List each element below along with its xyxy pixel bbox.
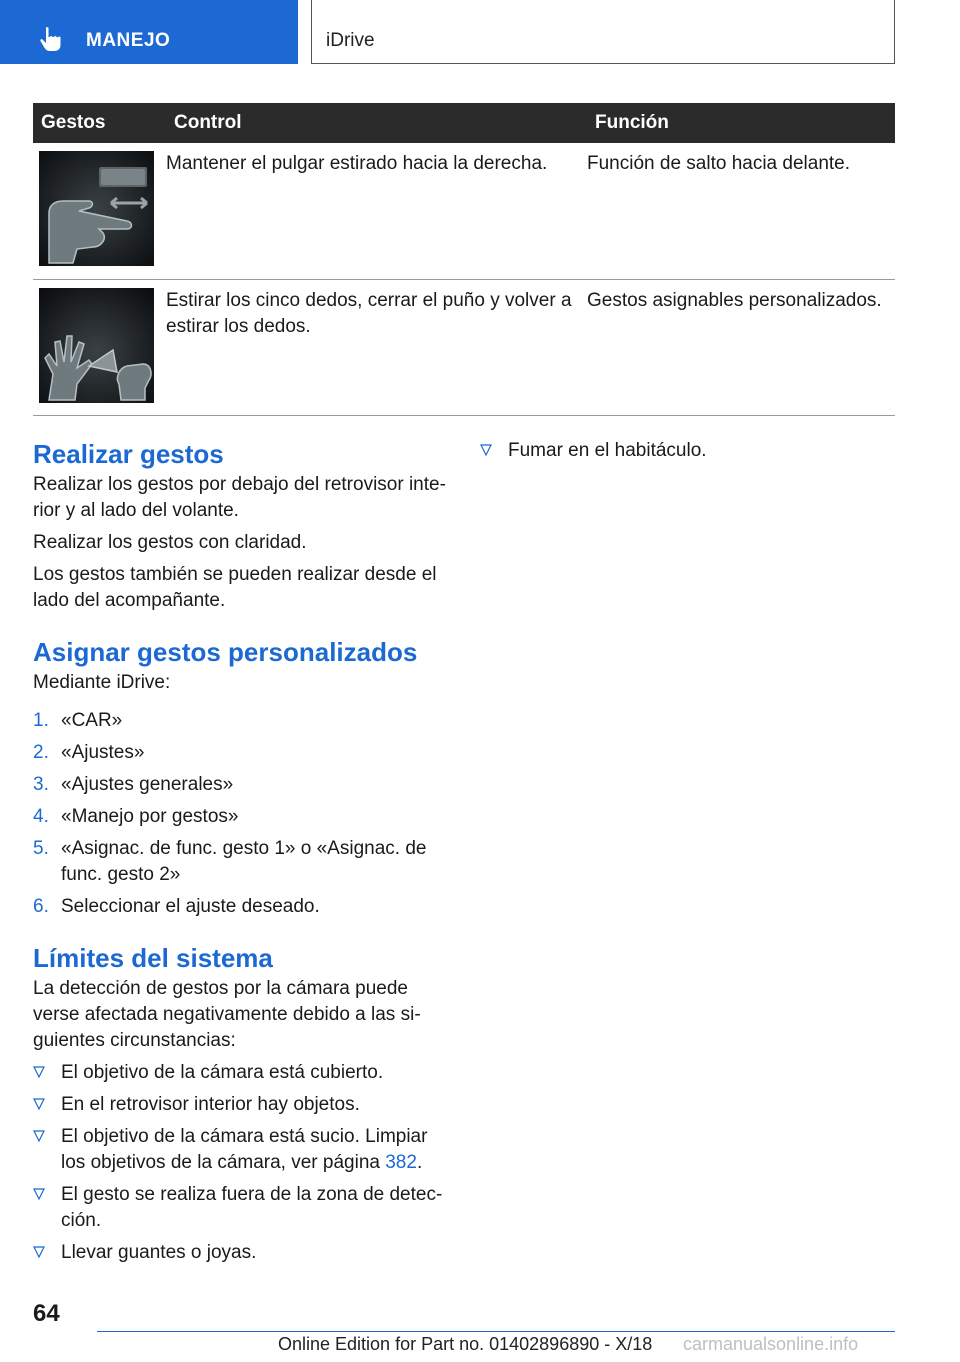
triangle-bullet-icon [480, 444, 492, 456]
table-header-row [33, 103, 895, 143]
section-tab[interactable] [0, 0, 298, 64]
bullet-text: Fumar en el habitáculo. [508, 440, 707, 461]
bullet-text: El gesto se realiza fuera de la zona de detección. [61, 1184, 443, 1231]
paragraph: La detección de gestos por la cámara puede verse afectada negativamente debido a las siguientes circunstancias: [33, 978, 421, 1051]
table-row [33, 143, 895, 279]
list-item [33, 836, 448, 888]
paragraph: Realizar los gestos con claridad. [33, 532, 307, 553]
page-link-382[interactable]: 382 [385, 1152, 417, 1173]
subsection-box [311, 0, 895, 64]
step-text: «Asignac. de func. gesto 1» o «Asignac. de func. gesto 2» [61, 838, 427, 885]
subsection-label: iDrive [326, 30, 375, 51]
list-item [33, 1182, 448, 1234]
list-item [33, 708, 448, 734]
list-item [33, 1092, 448, 1118]
hand-pointer-icon [38, 26, 66, 52]
watermark: carmanualsonline.info [683, 1334, 859, 1354]
step-text: Seleccionar el ajuste deseado. [61, 896, 320, 917]
bullet-text: El objetivo de la cámara está sucio. Limpiar los objetivos de la cámara, ver página [61, 1126, 428, 1173]
step-text: «CAR» [61, 710, 123, 731]
step-text: «Ajustes generales» [61, 774, 234, 795]
paragraph: Realizar los gestos por debajo del retrovisor interior y al lado del volante. [33, 474, 446, 521]
left-column [33, 438, 448, 1272]
heading-asignar-gestos: Asignar gestos personalizados [33, 637, 418, 667]
step-number: 6. [33, 896, 49, 917]
paragraph: Mediante iDrive: [33, 672, 171, 693]
table-header-funcion: Función [587, 103, 895, 143]
triangle-bullet-icon [33, 1098, 45, 1110]
bullet-text: En el retrovisor interior hay objetos. [61, 1094, 360, 1115]
list-item [480, 438, 895, 464]
list-item [33, 1124, 448, 1176]
limits-list [33, 1060, 448, 1266]
table-header-control: Control [166, 103, 587, 143]
bullet-text-end: . [416, 1152, 423, 1173]
list-item [33, 1060, 448, 1086]
gesture-control-text: Mantener el pulgar estirado hacia la derecha. [166, 143, 587, 279]
page-number: 64 [33, 1300, 60, 1327]
open-close-hand-gesture-icon [39, 288, 154, 403]
list-item [33, 772, 448, 798]
limits-list-continued [480, 438, 895, 464]
step-number: 5. [33, 838, 49, 859]
gesture-control-text: Estirar los cinco dedos, cerrar el puño y volver a estirar los dedos. [166, 279, 587, 415]
list-item [33, 804, 448, 830]
footer-divider [97, 1331, 895, 1332]
steps-list [33, 708, 448, 920]
triangle-bullet-icon [33, 1246, 45, 1258]
gesture-function-text: Función de salto hacia delante. [587, 143, 895, 279]
list-item [33, 894, 448, 920]
list-item [33, 1240, 448, 1266]
table-header-gestos: Gestos [33, 103, 166, 143]
triangle-bullet-icon [33, 1066, 45, 1078]
gesture-table [33, 103, 895, 416]
thumb-right-gesture-icon [39, 151, 154, 266]
step-number: 1. [33, 710, 49, 731]
paragraph: Los gestos también se pueden realizar desde el lado del acompañante. [33, 564, 437, 611]
gesture-image-cell [33, 143, 166, 279]
page-header [0, 0, 960, 66]
heading-realizar-gestos: Realizar gestos [33, 439, 224, 469]
list-item [33, 740, 448, 766]
table-row [33, 279, 895, 415]
section-tab-label: MANEJO [86, 30, 171, 51]
step-number: 2. [33, 742, 49, 763]
step-text: «Manejo por gestos» [61, 806, 239, 827]
triangle-bullet-icon [33, 1188, 45, 1200]
step-text: «Ajustes» [61, 742, 145, 763]
footer-edition: Online Edition for Part no. 01402896890 - X/18 [278, 1334, 653, 1354]
right-column [480, 438, 895, 470]
bullet-text: Llevar guantes o joyas. [61, 1242, 257, 1263]
step-number: 4. [33, 806, 49, 827]
triangle-bullet-icon [33, 1130, 45, 1142]
step-number: 3. [33, 774, 49, 795]
bullet-text: El objetivo de la cámara está cubierto. [61, 1062, 384, 1083]
gesture-function-text: Gestos asignables personalizados. [587, 279, 895, 415]
heading-limites-sistema: Límites del sistema [33, 943, 273, 973]
gesture-image-cell [33, 279, 166, 415]
